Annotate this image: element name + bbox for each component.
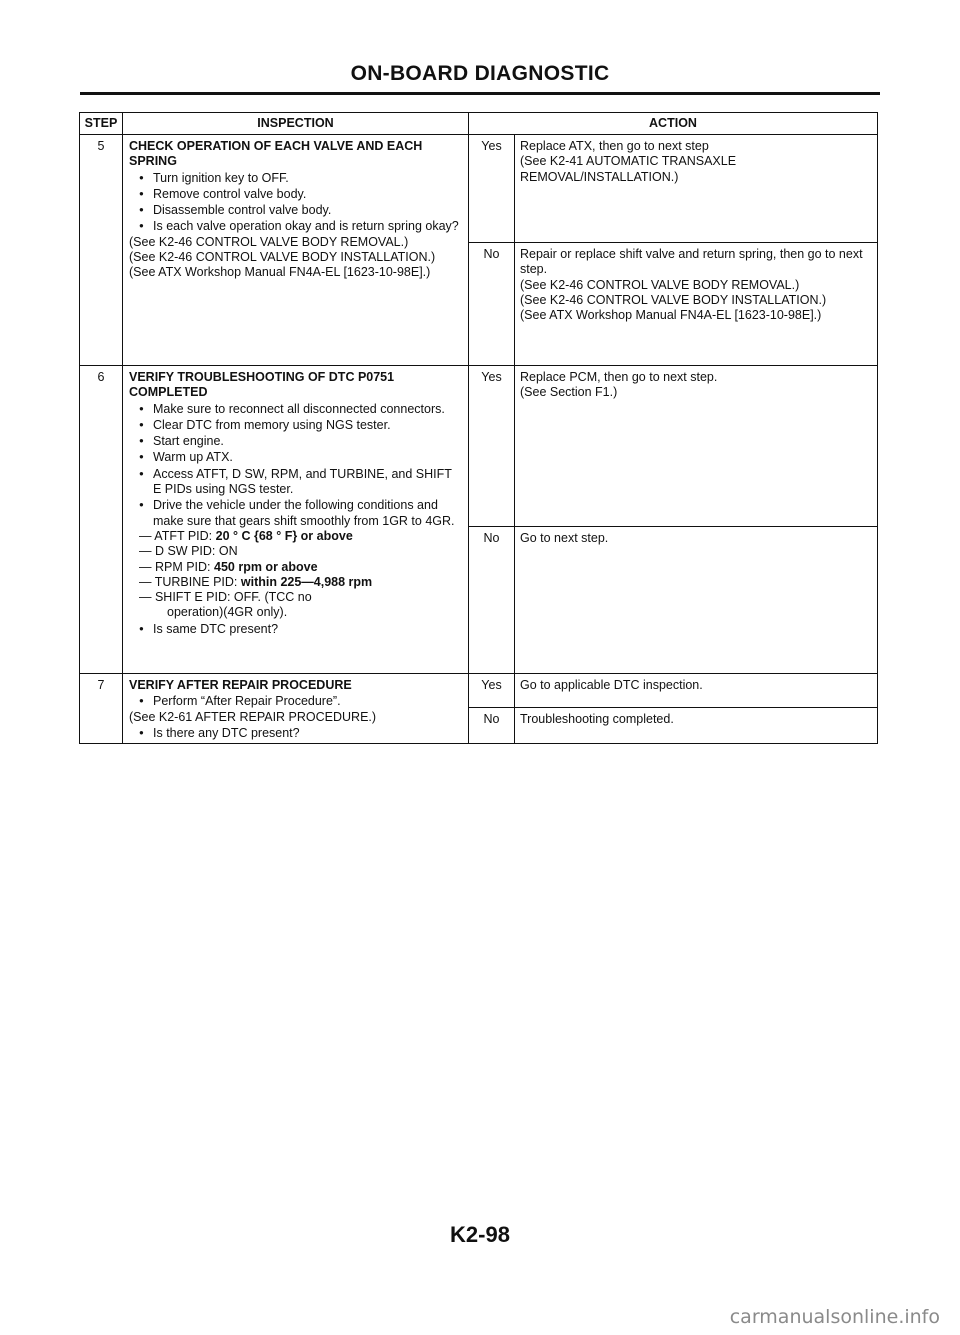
pid-condition-label: — ATFT PID: bbox=[139, 528, 216, 543]
answer-yes: Yes bbox=[469, 135, 515, 243]
action-text: Replace ATX, then go to next step bbox=[520, 139, 709, 153]
action-text: (See K2-46 CONTROL VALVE BODY INSTALLATION.) bbox=[520, 292, 827, 307]
inspection-cell bbox=[123, 366, 469, 674]
inspection-bullet: ● Warm up ATX. bbox=[129, 449, 462, 465]
pid-condition-value: 450 rpm or above bbox=[214, 559, 318, 574]
diagnostic-table bbox=[79, 112, 878, 744]
answer-no: No bbox=[469, 243, 515, 366]
inspection-title: CHECK OPERATION OF EACH VALVE AND EACH SPRING bbox=[129, 139, 423, 169]
inspection-cell bbox=[123, 674, 469, 744]
action-no bbox=[515, 527, 878, 674]
pid-condition-label: — SHIFT E PID: OFF. (TCC no bbox=[139, 590, 312, 605]
inspection-bullet: ● Is there any DTC present? bbox=[129, 725, 462, 741]
header-inspection: INSPECTION bbox=[123, 113, 469, 135]
action-text: (See K2-46 CONTROL VALVE BODY REMOVAL.) bbox=[520, 277, 800, 292]
reference-text: (See K2-46 CONTROL VALVE BODY REMOVAL.) bbox=[129, 234, 409, 249]
answer-no: No bbox=[469, 708, 515, 744]
action-text: Repair or replace shift valve and return spring, then go to next step. bbox=[520, 247, 863, 277]
inspection-bullet: ● Turn ignition key to OFF. bbox=[129, 170, 462, 186]
pid-condition bbox=[129, 590, 462, 605]
action-yes bbox=[515, 674, 878, 708]
inspection-bullet: ● Remove control valve body. bbox=[129, 186, 462, 202]
inspection-title: VERIFY TROUBLESHOOTING OF DTC P0751 COMPLETED bbox=[129, 370, 395, 400]
table-row bbox=[80, 366, 878, 527]
inspection-bullet: ● Perform “After Repair Procedure”. bbox=[129, 693, 462, 709]
answer-yes: Yes bbox=[469, 674, 515, 708]
inspection-bullet: ● Access ATFT, D SW, RPM, and TURBINE, and SHIFT E PIDs using NGS tester. bbox=[129, 466, 462, 498]
table-row bbox=[80, 674, 878, 708]
title-rule bbox=[80, 92, 880, 95]
pid-condition bbox=[129, 529, 462, 544]
inspection-title: VERIFY AFTER REPAIR PROCEDURE bbox=[129, 678, 352, 692]
inspection-bullet: ● Make sure to reconnect all disconnected connectors. bbox=[129, 401, 462, 417]
action-yes bbox=[515, 135, 878, 243]
header-action: ACTION bbox=[469, 113, 878, 135]
table-row bbox=[80, 135, 878, 243]
page-title: ON-BOARD DIAGNOSTIC bbox=[350, 62, 610, 85]
page-number: K2-98 bbox=[450, 1222, 510, 1247]
pid-condition-continuation: operation)(4GR only). bbox=[167, 605, 288, 620]
action-text: Go to applicable DTC inspection. bbox=[520, 678, 703, 692]
pid-condition-label: — RPM PID: bbox=[139, 559, 215, 574]
inspection-bullet: ● Disassemble control valve body. bbox=[129, 202, 462, 218]
action-text: Troubleshooting completed. bbox=[520, 712, 674, 727]
pid-condition bbox=[129, 544, 462, 559]
table-header-row bbox=[80, 113, 878, 135]
inspection-bullet: ● Start engine. bbox=[129, 433, 462, 449]
pid-condition-label: — D SW PID: ON bbox=[139, 544, 238, 559]
pid-condition-value: 20 ° C {68 ° F} or above bbox=[215, 528, 353, 543]
inspection-bullet: ● Clear DTC from memory using NGS tester. bbox=[129, 417, 462, 433]
pid-condition-value: within 225—4,988 rpm bbox=[240, 574, 373, 589]
action-text: (See ATX Workshop Manual FN4A-EL [1623-10-98E].) bbox=[520, 308, 822, 323]
step-number: 5 bbox=[80, 135, 123, 366]
step-number: 6 bbox=[80, 366, 123, 674]
step-number: 7 bbox=[80, 674, 123, 744]
action-text: (See K2-41 AUTOMATIC TRANSAXLE REMOVAL/INSTALLATION.) bbox=[520, 154, 737, 184]
action-no bbox=[515, 243, 878, 366]
header-step: STEP bbox=[80, 113, 123, 135]
answer-yes: Yes bbox=[469, 366, 515, 527]
action-no bbox=[515, 708, 878, 744]
reference-text: (See ATX Workshop Manual FN4A-EL [1623-10-98E].) bbox=[129, 265, 431, 280]
action-text: Go to next step. bbox=[520, 531, 609, 545]
reference-text: (See K2-61 AFTER REPAIR PROCEDURE.) bbox=[129, 709, 377, 724]
action-text: Replace PCM, then go to next step. bbox=[520, 370, 718, 384]
inspection-bullet: ● Is each valve operation okay and is return spring okay? bbox=[129, 218, 462, 234]
pid-condition-label: — TURBINE PID: bbox=[139, 574, 241, 589]
pid-condition bbox=[129, 560, 462, 575]
watermark-text: carmanualsonline.info bbox=[729, 1306, 940, 1328]
action-text: (See Section F1.) bbox=[520, 385, 618, 400]
inspection-cell bbox=[123, 135, 469, 366]
action-yes bbox=[515, 366, 878, 527]
inspection-bullet: ● Drive the vehicle under the following conditions and make sure that gears shift smoothly from 1GR to 4GR. bbox=[129, 497, 462, 529]
answer-no: No bbox=[469, 527, 515, 674]
inspection-bullet: ● Is same DTC present? bbox=[129, 621, 462, 637]
reference-text: (See K2-46 CONTROL VALVE BODY INSTALLATION.) bbox=[129, 250, 436, 265]
pid-condition bbox=[129, 575, 462, 590]
